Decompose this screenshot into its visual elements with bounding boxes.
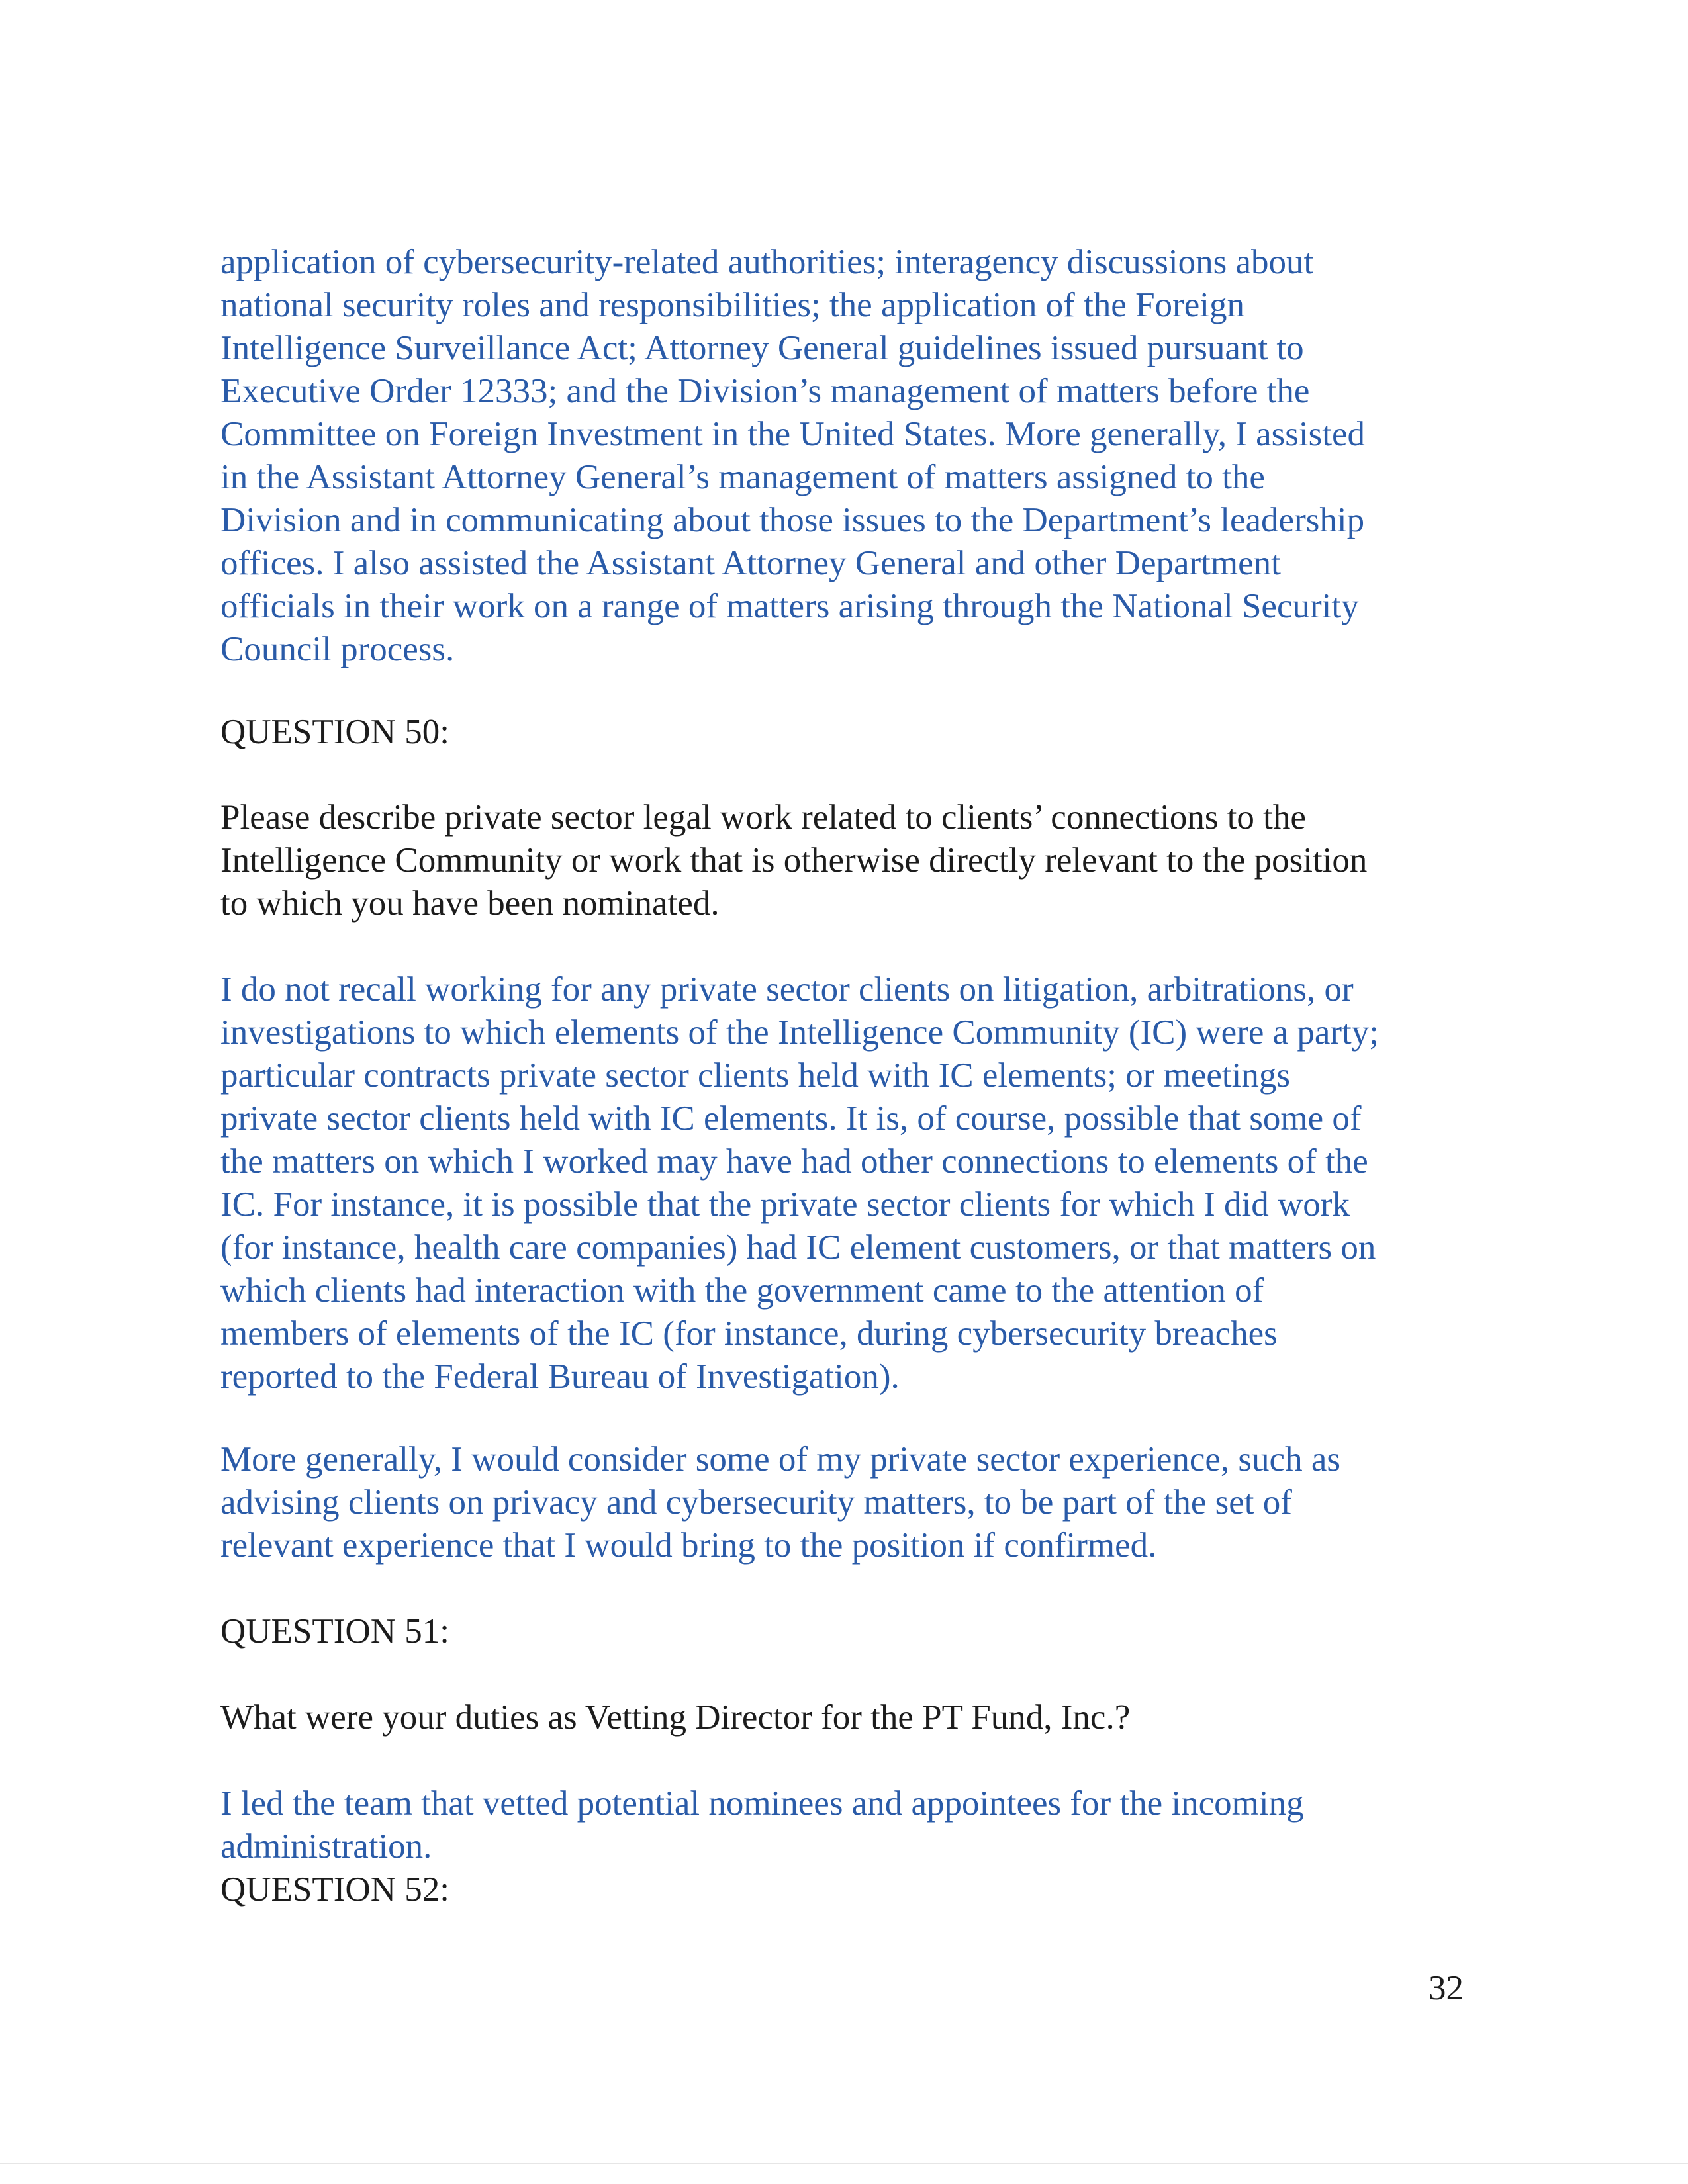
text-line: What were your duties as Vetting Director for the PT Fund, Inc.? xyxy=(220,1698,1131,1737)
text-line: application of cybersecurity-related authorities; interagency discussions about xyxy=(220,243,1314,281)
text-line: I do not recall working for any private sector clients on litigation, arbitrations, or xyxy=(220,970,1354,1009)
question-50-text xyxy=(220,796,1478,925)
text-line: Council process. xyxy=(220,630,455,668)
page-number: 32 xyxy=(1429,1969,1464,2007)
text-line: Intelligence Community or work that is otherwise directly relevant to the position xyxy=(220,841,1368,880)
text-line: Division and in communicating about those issues to the Department’s leadership xyxy=(220,501,1365,539)
text-line: to which you have been nominated. xyxy=(220,884,720,923)
heading-line: QUESTION 51: xyxy=(220,1612,449,1651)
heading-line: QUESTION 52: xyxy=(220,1870,449,1909)
text-line: advising clients on privacy and cybersecurity matters, to be part of the set of xyxy=(220,1483,1292,1522)
text-line: national security roles and responsibilities; the application of the Foreign xyxy=(220,286,1244,324)
text-line: investigations to which elements of the Intelligence Community (IC) were a party; xyxy=(220,1013,1380,1052)
answer-paragraph-continued xyxy=(220,241,1478,671)
question-52-heading xyxy=(220,1868,1478,1911)
question-50-heading xyxy=(220,711,1478,754)
text-line: private sector clients held with IC elements. It is, of course, possible that some of xyxy=(220,1099,1362,1138)
text-line: the matters on which I worked may have had other connections to elements of the xyxy=(220,1142,1368,1181)
text-line: Executive Order 12333; and the Division’s management of matters before the xyxy=(220,372,1310,410)
question-51-heading xyxy=(220,1610,1478,1653)
text-line: Committee on Foreign Investment in the United States. More generally, I assisted xyxy=(220,415,1366,453)
text-line: relevant experience that I would bring to the position if confirmed. xyxy=(220,1526,1157,1565)
heading-line: QUESTION 50: xyxy=(220,713,449,751)
text-line: which clients had interaction with the government came to the attention of xyxy=(220,1271,1264,1310)
text-line: officials in their work on a range of matters arising through the National Security xyxy=(220,587,1359,625)
text-line: offices. I also assisted the Assistant Attorney General and other Department xyxy=(220,544,1281,582)
text-line: reported to the Federal Bureau of Investigation). xyxy=(220,1357,900,1396)
text-line: IC. For instance, it is possible that the private sector clients for which I did work xyxy=(220,1185,1350,1224)
text-line: particular contracts private sector clients held with IC elements; or meetings xyxy=(220,1056,1290,1095)
text-line: More generally, I would consider some of my private sector experience, such as xyxy=(220,1440,1340,1479)
answer-50-paragraph-2 xyxy=(220,1438,1478,1567)
text-line: (for instance, health care companies) had IC element customers, or that matters on xyxy=(220,1228,1376,1267)
text-line: members of elements of the IC (for instance, during cybersecurity breaches xyxy=(220,1314,1278,1353)
text-line: Please describe private sector legal work related to clients’ connections to the xyxy=(220,798,1306,837)
text-line: Intelligence Surveillance Act; Attorney General guidelines issued pursuant to xyxy=(220,329,1304,367)
text-line: in the Assistant Attorney General’s management of matters assigned to the xyxy=(220,458,1265,496)
answer-51-paragraph xyxy=(220,1782,1478,1868)
text-line: administration. xyxy=(220,1827,432,1866)
text-line: I led the team that vetted potential nominees and appointees for the incoming xyxy=(220,1784,1304,1823)
question-51-text xyxy=(220,1696,1478,1739)
answer-50-paragraph-1 xyxy=(220,968,1478,1398)
page-bottom-edge xyxy=(0,2163,1688,2164)
